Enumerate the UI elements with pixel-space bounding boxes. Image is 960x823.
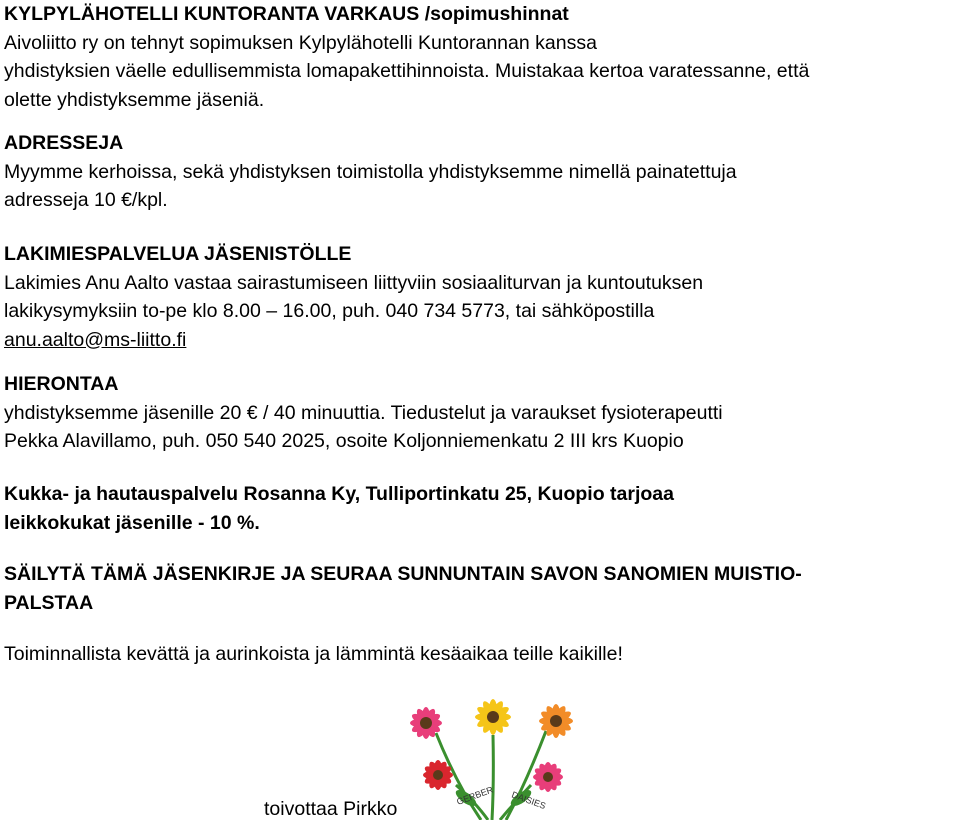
pink-flower-small xyxy=(533,762,564,793)
flower-offer-line-2: leikkokukat jäsenille - 10 %. xyxy=(4,511,260,534)
reminder-line-2: PALSTAA xyxy=(4,591,94,614)
legal-line-1: Lakimies Anu Aalto vastaa sairastumiseen liittyviin sosiaaliturvan ja kuntoutuksen xyxy=(4,271,704,294)
addresses-section xyxy=(4,129,737,215)
massage-title: HIERONTAA xyxy=(4,373,119,395)
hotel-line-2: yhdistyksien väelle edullisemmista lomapakettihinnoista. Muistakaa kertoa varatessanne, että xyxy=(4,60,810,82)
signature: toivottaa Pirkko xyxy=(264,798,398,820)
addresses-line-2: adresseja 10 €/kpl. xyxy=(4,189,168,211)
legal-line-2: lakikysymyksiin to-pe klo 8.00 – 16.00, puh. 040 734 5773, tai sähköpostilla xyxy=(4,300,655,322)
hotel-line-3: olette yhdistyksemme jäseniä. xyxy=(4,88,265,111)
gerber-daisies-illustration xyxy=(396,693,591,820)
reminder-section xyxy=(4,560,802,617)
flower-offer-line-1: Kukka- ja hautauspalvelu Rosanna Ky, Tulliportinkatu 25, Kuopio tarjoaa xyxy=(4,483,674,505)
legal-title: LAKIMIESPALVELUA JÄSENISTÖLLE xyxy=(4,243,352,265)
legal-email-link[interactable]: anu.aalto@ms-liitto.fi xyxy=(4,328,187,351)
massage-line-1: yhdistyksemme jäsenille 20 € / 40 minuuttia. Tiedustelut ja varaukset fysioterapeutti xyxy=(4,401,723,424)
addresses-title: ADRESSEJA xyxy=(4,132,124,154)
yellow-flower xyxy=(475,699,511,735)
hotel-line-1: Aivoliitto ry on tehnyt sopimuksen Kylpylähotelli Kuntorannan kanssa xyxy=(4,31,597,54)
closing-text: Toiminnallista kevättä ja aurinkoista ja lämmintä kesäaikaa teille kaikille! xyxy=(4,643,623,665)
illustration-label-daisies: DAISIES xyxy=(510,789,548,812)
hotel-section xyxy=(4,0,809,114)
hotel-title: KYLPYLÄHOTELLI KUNTORANTA VARKAUS /sopimushinnat xyxy=(4,3,569,25)
flower-offer-section xyxy=(4,480,674,537)
stem xyxy=(492,735,493,820)
closing-section xyxy=(4,640,623,669)
legal-section xyxy=(4,240,703,354)
illustration-label-gerber: GERBER xyxy=(455,784,495,807)
massage-line-2: Pekka Alavillamo, puh. 050 540 2025, osoite Koljonniemenkatu 2 III krs Kuopio xyxy=(4,430,684,452)
massage-section xyxy=(4,370,723,456)
addresses-line-1: Myymme kerhoissa, sekä yhdistyksen toimistolla yhdistyksemme nimellä painatettuja xyxy=(4,160,737,183)
reminder-line-1: SÄILYTÄ TÄMÄ JÄSENKIRJE JA SEURAA SUNNUNTAIN SAVON SANOMIEN MUISTIO- xyxy=(4,563,802,585)
